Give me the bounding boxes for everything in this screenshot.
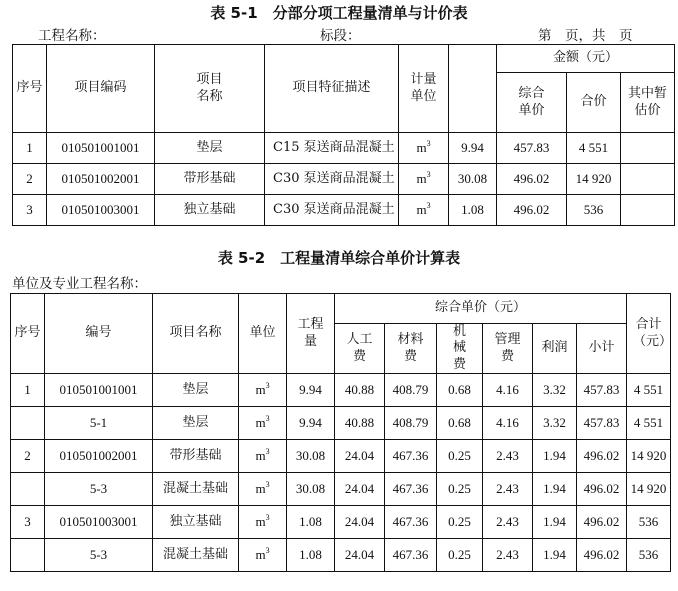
t2-cell-profit: 3.32	[533, 374, 577, 407]
t2-cell-mgmt: 2.43	[483, 506, 533, 539]
t1-cell-provisional	[621, 133, 675, 164]
unit-base: m	[255, 514, 266, 530]
section-label: 标段：	[320, 28, 361, 44]
t1-cell-total: 4 551	[567, 133, 621, 164]
table-row	[13, 164, 675, 195]
t2-cell-code: 010501003001	[45, 506, 153, 539]
t2-cell-machine: 0.68	[437, 374, 483, 407]
t2-cell-subtotal: 496.02	[577, 440, 627, 473]
table-row	[11, 473, 671, 506]
t2-cell-unit	[239, 506, 287, 539]
unit-base: m	[255, 382, 266, 398]
t1-cell-name: 独立基础	[155, 195, 265, 226]
t2-cell-material: 467.36	[385, 440, 437, 473]
unit-base: m	[255, 448, 266, 464]
t2-cell-mgmt: 2.43	[483, 539, 533, 572]
t2-cell-seq	[11, 539, 45, 572]
t2-cell-seq	[11, 473, 45, 506]
t1-cell-qty: 30.08	[449, 164, 497, 195]
t1-header-total: 合价	[567, 73, 621, 133]
t1-cell-name: 带形基础	[155, 164, 265, 195]
unit-base: m	[416, 140, 427, 156]
t2-cell-code: 010501001001	[45, 374, 153, 407]
t2-cell-mgmt: 2.43	[483, 440, 533, 473]
unit-exponent: 3	[426, 139, 431, 149]
t1-cell-desc: C30 泵送商品混凝土	[265, 164, 399, 195]
t2-cell-name: 独立基础	[153, 506, 239, 539]
t1-cell-seq: 1	[13, 133, 47, 164]
unit-exponent: 3	[265, 480, 270, 490]
table-row	[11, 440, 671, 473]
t2-cell-subtotal: 496.02	[577, 539, 627, 572]
t1-cell-desc: C15 泵送商品混凝土	[265, 133, 399, 164]
unit-exponent: 3	[426, 201, 431, 211]
t1-cell-unit	[399, 133, 449, 164]
t2-header-unit: 单位	[239, 294, 287, 374]
t2-cell-unit	[239, 473, 287, 506]
t2-cell-code: 5-3	[45, 473, 153, 506]
t1-cell-unit-price: 457.83	[497, 133, 567, 164]
unit-exponent: 3	[426, 170, 431, 180]
t2-cell-qty: 1.08	[287, 539, 335, 572]
t1-header-unit: 计量单位	[399, 45, 449, 133]
t2-cell-mgmt: 4.16	[483, 374, 533, 407]
t1-header-name: 项目名称	[155, 45, 265, 133]
t2-cell-profit: 1.94	[533, 440, 577, 473]
unit-base: m	[255, 547, 266, 563]
t1-header-unit-price: 综合单价	[497, 73, 567, 133]
t2-cell-subtotal: 496.02	[577, 473, 627, 506]
t2-cell-total: 14 920	[627, 473, 671, 506]
t2-cell-profit: 3.32	[533, 407, 577, 440]
t2-cell-profit: 1.94	[533, 506, 577, 539]
t2-header-material: 材料费	[385, 324, 437, 374]
t2-cell-unit	[239, 539, 287, 572]
unit-base: m	[416, 171, 427, 187]
t2-cell-labor: 24.04	[335, 440, 385, 473]
t2-cell-labor: 24.04	[335, 473, 385, 506]
t2-cell-seq	[11, 407, 45, 440]
t1-cell-code: 010501002001	[47, 164, 155, 195]
t2-cell-qty: 9.94	[287, 374, 335, 407]
t2-cell-code: 010501002001	[45, 440, 153, 473]
t2-cell-profit: 1.94	[533, 539, 577, 572]
t2-header-profit: 利润	[533, 324, 577, 374]
t1-cell-seq: 3	[13, 195, 47, 226]
t2-cell-labor: 24.04	[335, 539, 385, 572]
table1	[12, 44, 675, 226]
table-row	[13, 195, 675, 226]
t2-header-labor: 人工费	[335, 324, 385, 374]
t2-header-code: 编号	[45, 294, 153, 374]
t2-cell-unit	[239, 440, 287, 473]
t1-header-provisional: 其中暂估价	[621, 73, 675, 133]
table-row	[11, 539, 671, 572]
t2-header-total: 合计（元）	[627, 294, 671, 374]
t2-cell-total: 536	[627, 506, 671, 539]
t1-cell-provisional	[621, 164, 675, 195]
t2-cell-material: 467.36	[385, 506, 437, 539]
t2-header-mgmt: 管理费	[483, 324, 533, 374]
t1-cell-name: 垫层	[155, 133, 265, 164]
t2-cell-seq: 2	[11, 440, 45, 473]
t2-cell-unit	[239, 374, 287, 407]
t1-cell-qty: 1.08	[449, 195, 497, 226]
t2-cell-unit	[239, 407, 287, 440]
t2-cell-total: 4 551	[627, 407, 671, 440]
table-row	[11, 506, 671, 539]
unit-exponent: 3	[265, 513, 270, 523]
table-row	[11, 374, 671, 407]
unit-professional-label: 单位及专业工程名称：	[12, 276, 147, 292]
t1-cell-unit	[399, 164, 449, 195]
t2-cell-qty: 30.08	[287, 440, 335, 473]
t2-cell-subtotal: 496.02	[577, 506, 627, 539]
t2-cell-material: 467.36	[385, 473, 437, 506]
t2-cell-material: 408.79	[385, 374, 437, 407]
t1-cell-code: 010501003001	[47, 195, 155, 226]
t1-cell-qty: 9.94	[449, 133, 497, 164]
t2-cell-labor: 40.88	[335, 374, 385, 407]
t2-header-subtotal: 小计	[577, 324, 627, 374]
t2-cell-name: 混凝土基础	[153, 539, 239, 572]
unit-exponent: 3	[265, 546, 270, 556]
t2-cell-mgmt: 2.43	[483, 473, 533, 506]
t1-cell-unit	[399, 195, 449, 226]
t2-header-machine: 机械费	[437, 324, 483, 374]
t1-header-qty	[449, 45, 497, 133]
table-row	[11, 407, 671, 440]
t2-cell-machine: 0.25	[437, 473, 483, 506]
t2-cell-machine: 0.25	[437, 506, 483, 539]
t2-cell-name: 垫层	[153, 374, 239, 407]
table-row	[13, 133, 675, 164]
t2-cell-seq: 1	[11, 374, 45, 407]
t2-cell-name: 带形基础	[153, 440, 239, 473]
t2-cell-code: 5-1	[45, 407, 153, 440]
t1-cell-total: 14 920	[567, 164, 621, 195]
t2-cell-seq: 3	[11, 506, 45, 539]
unit-exponent: 3	[265, 414, 270, 424]
t2-cell-material: 408.79	[385, 407, 437, 440]
t1-header-seq: 序号	[13, 45, 47, 133]
unit-exponent: 3	[265, 447, 270, 457]
unit-base: m	[255, 415, 266, 431]
t1-cell-unit-price: 496.02	[497, 164, 567, 195]
t2-cell-profit: 1.94	[533, 473, 577, 506]
table1-title: 表 5-1 分部分项工程量清单与计价表	[210, 4, 468, 22]
t1-header-desc: 项目特征描述	[265, 45, 399, 133]
page-label: 第 页，共 页	[538, 28, 633, 44]
t2-header-composite: 综合单价（元）	[335, 294, 627, 324]
t2-cell-mgmt: 4.16	[483, 407, 533, 440]
t1-cell-provisional	[621, 195, 675, 226]
t2-cell-name: 混凝土基础	[153, 473, 239, 506]
t2-header-qty: 工程量	[287, 294, 335, 374]
t1-cell-code: 010501001001	[47, 133, 155, 164]
table2	[10, 293, 671, 572]
t2-header-name: 项目名称	[153, 294, 239, 374]
t1-header-code: 项目编码	[47, 45, 155, 133]
t2-cell-subtotal: 457.83	[577, 407, 627, 440]
t2-cell-subtotal: 457.83	[577, 374, 627, 407]
t2-cell-qty: 1.08	[287, 506, 335, 539]
t2-cell-name: 垫层	[153, 407, 239, 440]
t2-cell-qty: 30.08	[287, 473, 335, 506]
t2-cell-total: 4 551	[627, 374, 671, 407]
t2-header-seq: 序号	[11, 294, 45, 374]
t1-cell-total: 536	[567, 195, 621, 226]
t2-cell-material: 467.36	[385, 539, 437, 572]
table2-title: 表 5-2 工程量清单综合单价计算表	[217, 249, 461, 267]
t2-cell-machine: 0.25	[437, 440, 483, 473]
unit-exponent: 3	[265, 381, 270, 391]
t1-cell-seq: 2	[13, 164, 47, 195]
project-name-label: 工程名称：	[38, 28, 106, 44]
unit-base: m	[416, 202, 427, 218]
t1-header-amount: 金额（元）	[497, 45, 675, 73]
t2-cell-labor: 24.04	[335, 506, 385, 539]
t2-cell-qty: 9.94	[287, 407, 335, 440]
t2-cell-machine: 0.68	[437, 407, 483, 440]
t2-cell-total: 536	[627, 539, 671, 572]
t1-cell-desc: C30 泵送商品混凝土	[265, 195, 399, 226]
t2-cell-code: 5-3	[45, 539, 153, 572]
t1-cell-unit-price: 496.02	[497, 195, 567, 226]
unit-base: m	[255, 481, 266, 497]
t2-cell-machine: 0.25	[437, 539, 483, 572]
t2-cell-labor: 40.88	[335, 407, 385, 440]
t2-cell-total: 14 920	[627, 440, 671, 473]
